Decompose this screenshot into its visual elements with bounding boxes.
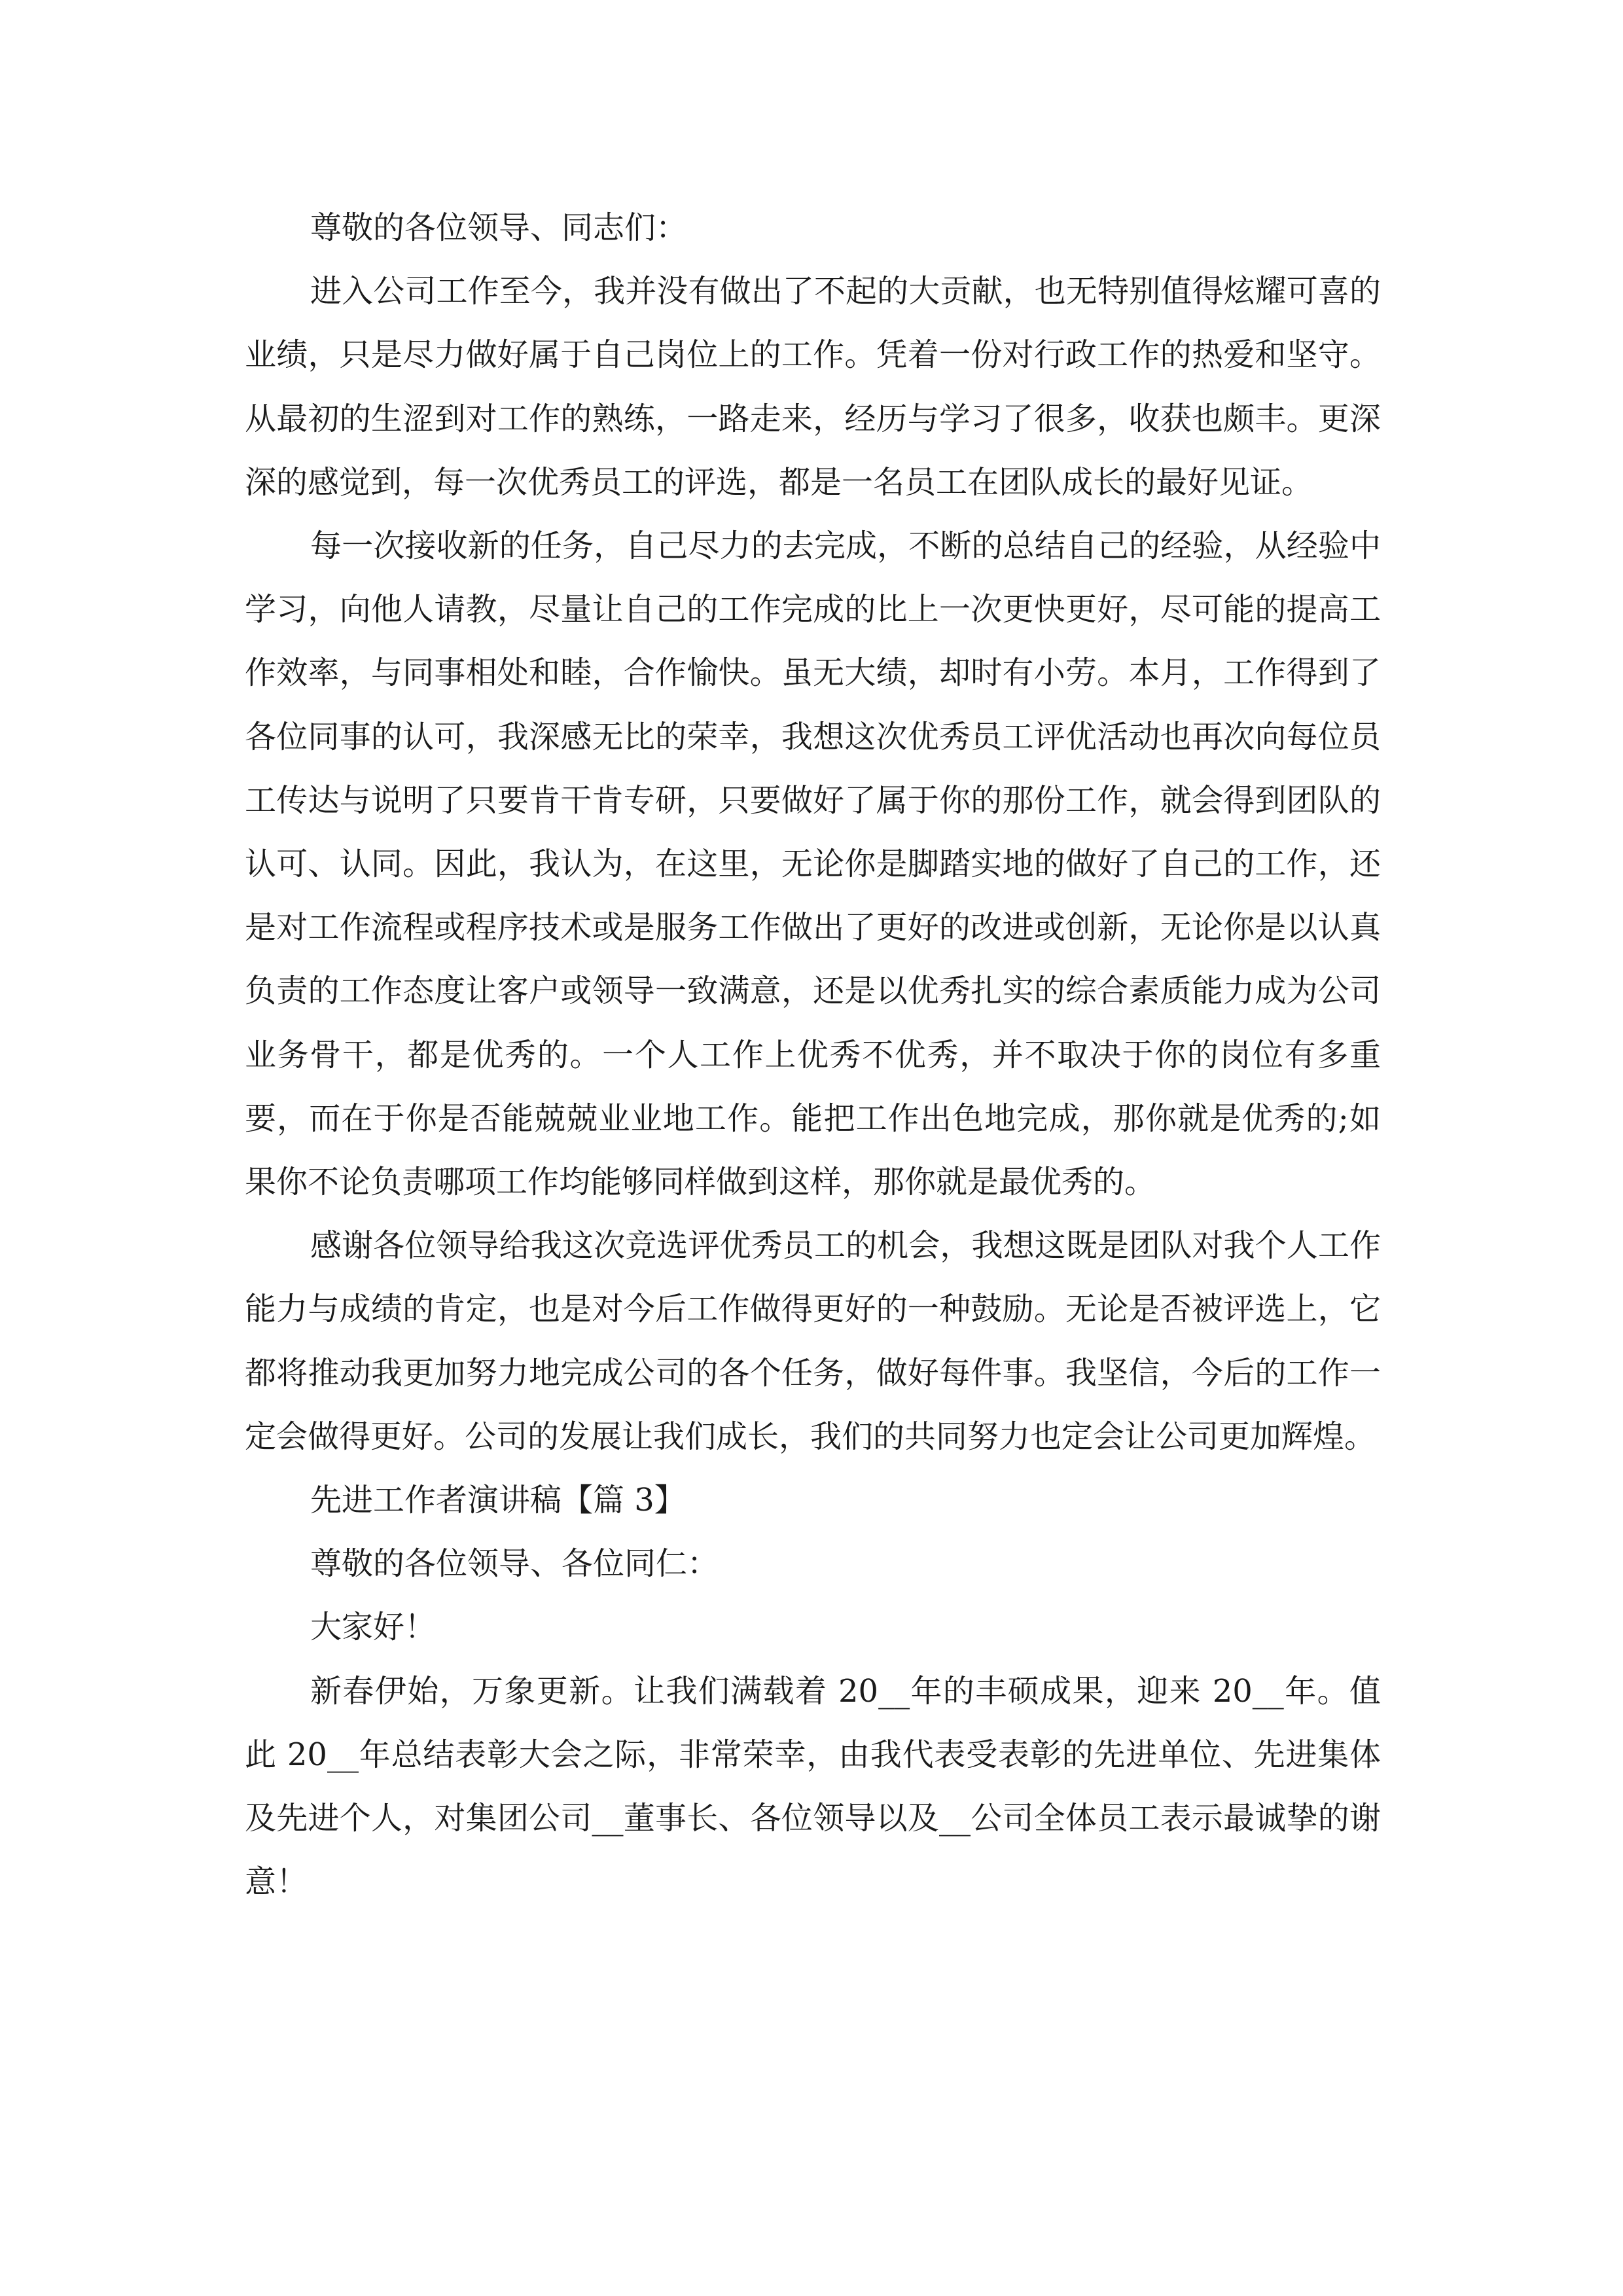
body-paragraph-3: 感谢各位领导给我这次竞选评优秀员工的机会，我想这既是团队对我个人工作能力与成绩的肯定，也是对今后工作做得更好的一种鼓励。无论是否被评选上，它都将推动我更加努力地完成公司的各个任务，做好每件事。我坚信，今后的工作一定会做得更好。公司的发展让我们成长，我们的共同努力也定会让公司更加辉煌。 xyxy=(245,1227,1381,1455)
body-paragraph-4: 新春伊始，万象更新。让我们满载着 20__年的丰硕成果，迎来 20__年。值此 20__年总结表彰大会之际，非常荣幸，由我代表受表彰的先进单位、先进集体及先进个人，对集团公司__董事长、各位领导以及__公司全体员工表示最诚挚的谢意！ xyxy=(245,1672,1381,1901)
body-paragraph-1: 进入公司工作至今，我并没有做出了不起的大贡献，也无特别值得炫耀可喜的业绩，只是尽力做好属于自己岗位上的工作。凭着一份对行政工作的热爱和坚守。从最初的生涩到对工作的熟练，一路走来，经历与学习了很多，收获也颇丰。更深深的感觉到，每一次优秀员工的评选，都是一名员工在团队成长的最好见证。 xyxy=(245,273,1381,501)
salutation-paragraph: 大家好！ xyxy=(310,1609,437,1646)
section-heading: 先进工作者演讲稿【篇 3】 xyxy=(310,1482,686,1519)
greeting-paragraph-2: 尊敬的各位领导、各位同仁： xyxy=(310,1545,719,1583)
body-paragraph-2: 每一次接收新的任务，自己尽力的去完成，不断的总结自己的经验，从经验中学习，向他人请教，尽量让自己的工作完成的比上一次更快更好，尽可能的提高工作效率，与同事相处和睦，合作愉快。虽无大绩，却时有小劳。本月，工作得到了各位同事的认可，我深感无比的荣幸，我想这次优秀员工评优活动也再次向每位员工传达与说明了只要肯干肯专研，只要做好了属于你的那份工作，就会得到团队的认可、认同。因此，我认为，在这里，无论你是脚踏实地的做好了自己的工作，还是对工作流程或程序技术或是服务工作做出了更好的改进或创新，无论你是以认真负责的工作态度让客户或领导一致满意，还是以优秀扎实的综合素质能力成为公司业务骨干，都是优秀的。一个人工作上优秀不优秀，并不取决于你的岗位有多重要，而在于你是否能兢兢业业地工作。能把工作出色地完成，那你就是优秀的;如果你不论负责哪项工作均能够同样做到这样，那你就是最优秀的。 xyxy=(245,528,1381,1201)
document-page xyxy=(245,196,1381,1914)
greeting-paragraph: 尊敬的各位领导、同志们： xyxy=(310,209,688,246)
